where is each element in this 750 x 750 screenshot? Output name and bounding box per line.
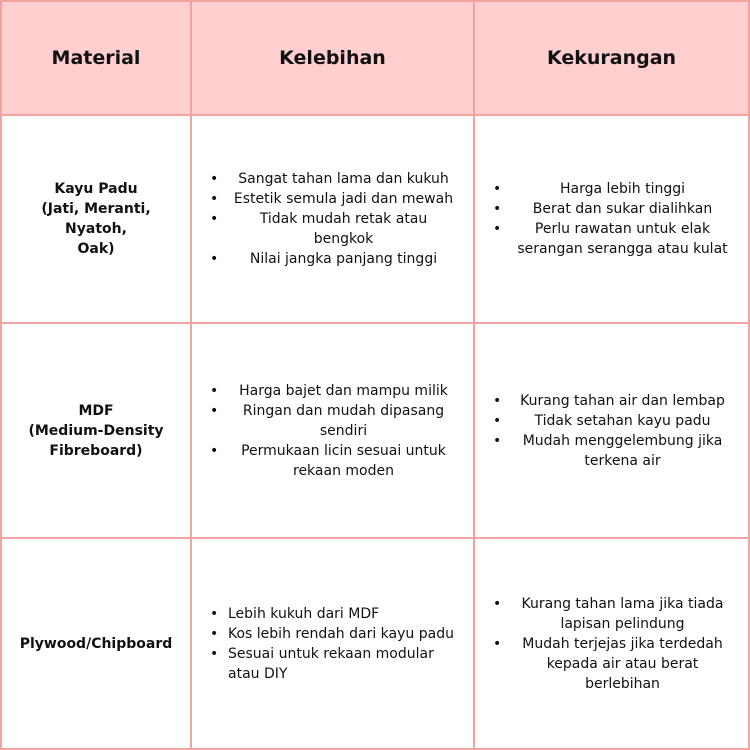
list-item: • Nilai jangka panjang tinggi bbox=[206, 249, 459, 269]
list-item: • Permukaan licin sesuai untuk rekaan moden bbox=[206, 441, 459, 481]
advantages-cell-mdf bbox=[192, 324, 475, 539]
material-name: MDF bbox=[78, 402, 114, 419]
list-item: • Sangat tahan lama dan kukuh bbox=[206, 169, 459, 189]
header-advantages bbox=[192, 2, 475, 116]
list-item: • Perlu rawatan untuk elak serangan serangga atau kulat bbox=[489, 219, 734, 259]
disadvantages-cell-solid-wood bbox=[475, 116, 748, 324]
material-subtitle: Fibreboard) bbox=[49, 442, 143, 459]
advantages-list bbox=[206, 604, 459, 684]
material-cell-solid-wood bbox=[2, 116, 192, 324]
disadvantages-cell-mdf bbox=[475, 324, 748, 539]
header-material bbox=[2, 2, 192, 116]
material-cell-mdf bbox=[2, 324, 192, 539]
disadvantages-list bbox=[489, 179, 734, 259]
list-item: • Estetik semula jadi dan mewah bbox=[206, 189, 459, 209]
disadvantages-list bbox=[489, 594, 734, 694]
header-advantages-label: Kelebihan bbox=[279, 47, 386, 69]
disadvantages-list bbox=[489, 391, 734, 471]
list-item: • Ringan dan mudah dipasang sendiri bbox=[206, 401, 459, 441]
list-item: • Kos lebih rendah dari kayu padu bbox=[206, 624, 459, 644]
material-name: Kayu Padu bbox=[54, 181, 138, 197]
list-item: • Tidak mudah retak atau bengkok bbox=[206, 209, 459, 249]
list-item: • Lebih kukuh dari MDF bbox=[206, 604, 459, 624]
material-cell-plywood bbox=[2, 539, 192, 748]
list-item: • Sesuai untuk rekaan modular atau DIY bbox=[206, 644, 459, 684]
list-item: • Harga lebih tinggi bbox=[489, 179, 734, 199]
advantages-cell-plywood bbox=[192, 539, 475, 748]
header-disadvantages bbox=[475, 2, 748, 116]
header-material-label: Material bbox=[51, 47, 141, 69]
list-item: • Mudah menggelembung jika terkena air bbox=[489, 431, 734, 471]
material-subtitle: (Jati, Meranti, Nyatoh, bbox=[41, 201, 151, 237]
list-item: • Harga bajet dan mampu milik bbox=[206, 381, 459, 401]
list-item: • Tidak setahan kayu padu bbox=[489, 411, 734, 431]
list-item: • Kurang tahan lama jika tiada lapisan pelindung bbox=[489, 594, 734, 634]
header-disadvantages-label: Kekurangan bbox=[546, 47, 677, 69]
advantages-list bbox=[206, 381, 459, 481]
advantages-cell-solid-wood bbox=[192, 116, 475, 324]
table-grid bbox=[2, 2, 748, 748]
list-item: • Kurang tahan air dan lembap bbox=[489, 391, 734, 411]
advantages-list bbox=[206, 169, 459, 269]
material-subtitle: (Medium-Density bbox=[28, 422, 164, 439]
list-item: • Berat dan sukar dialihkan bbox=[489, 199, 734, 219]
list-item: • Mudah terjejas jika terdedah kepada air atau berat berlebihan bbox=[489, 634, 734, 694]
disadvantages-cell-plywood bbox=[475, 539, 748, 748]
material-name: Plywood/Chipboard bbox=[19, 635, 173, 652]
material-subtitle: Oak) bbox=[77, 241, 115, 257]
